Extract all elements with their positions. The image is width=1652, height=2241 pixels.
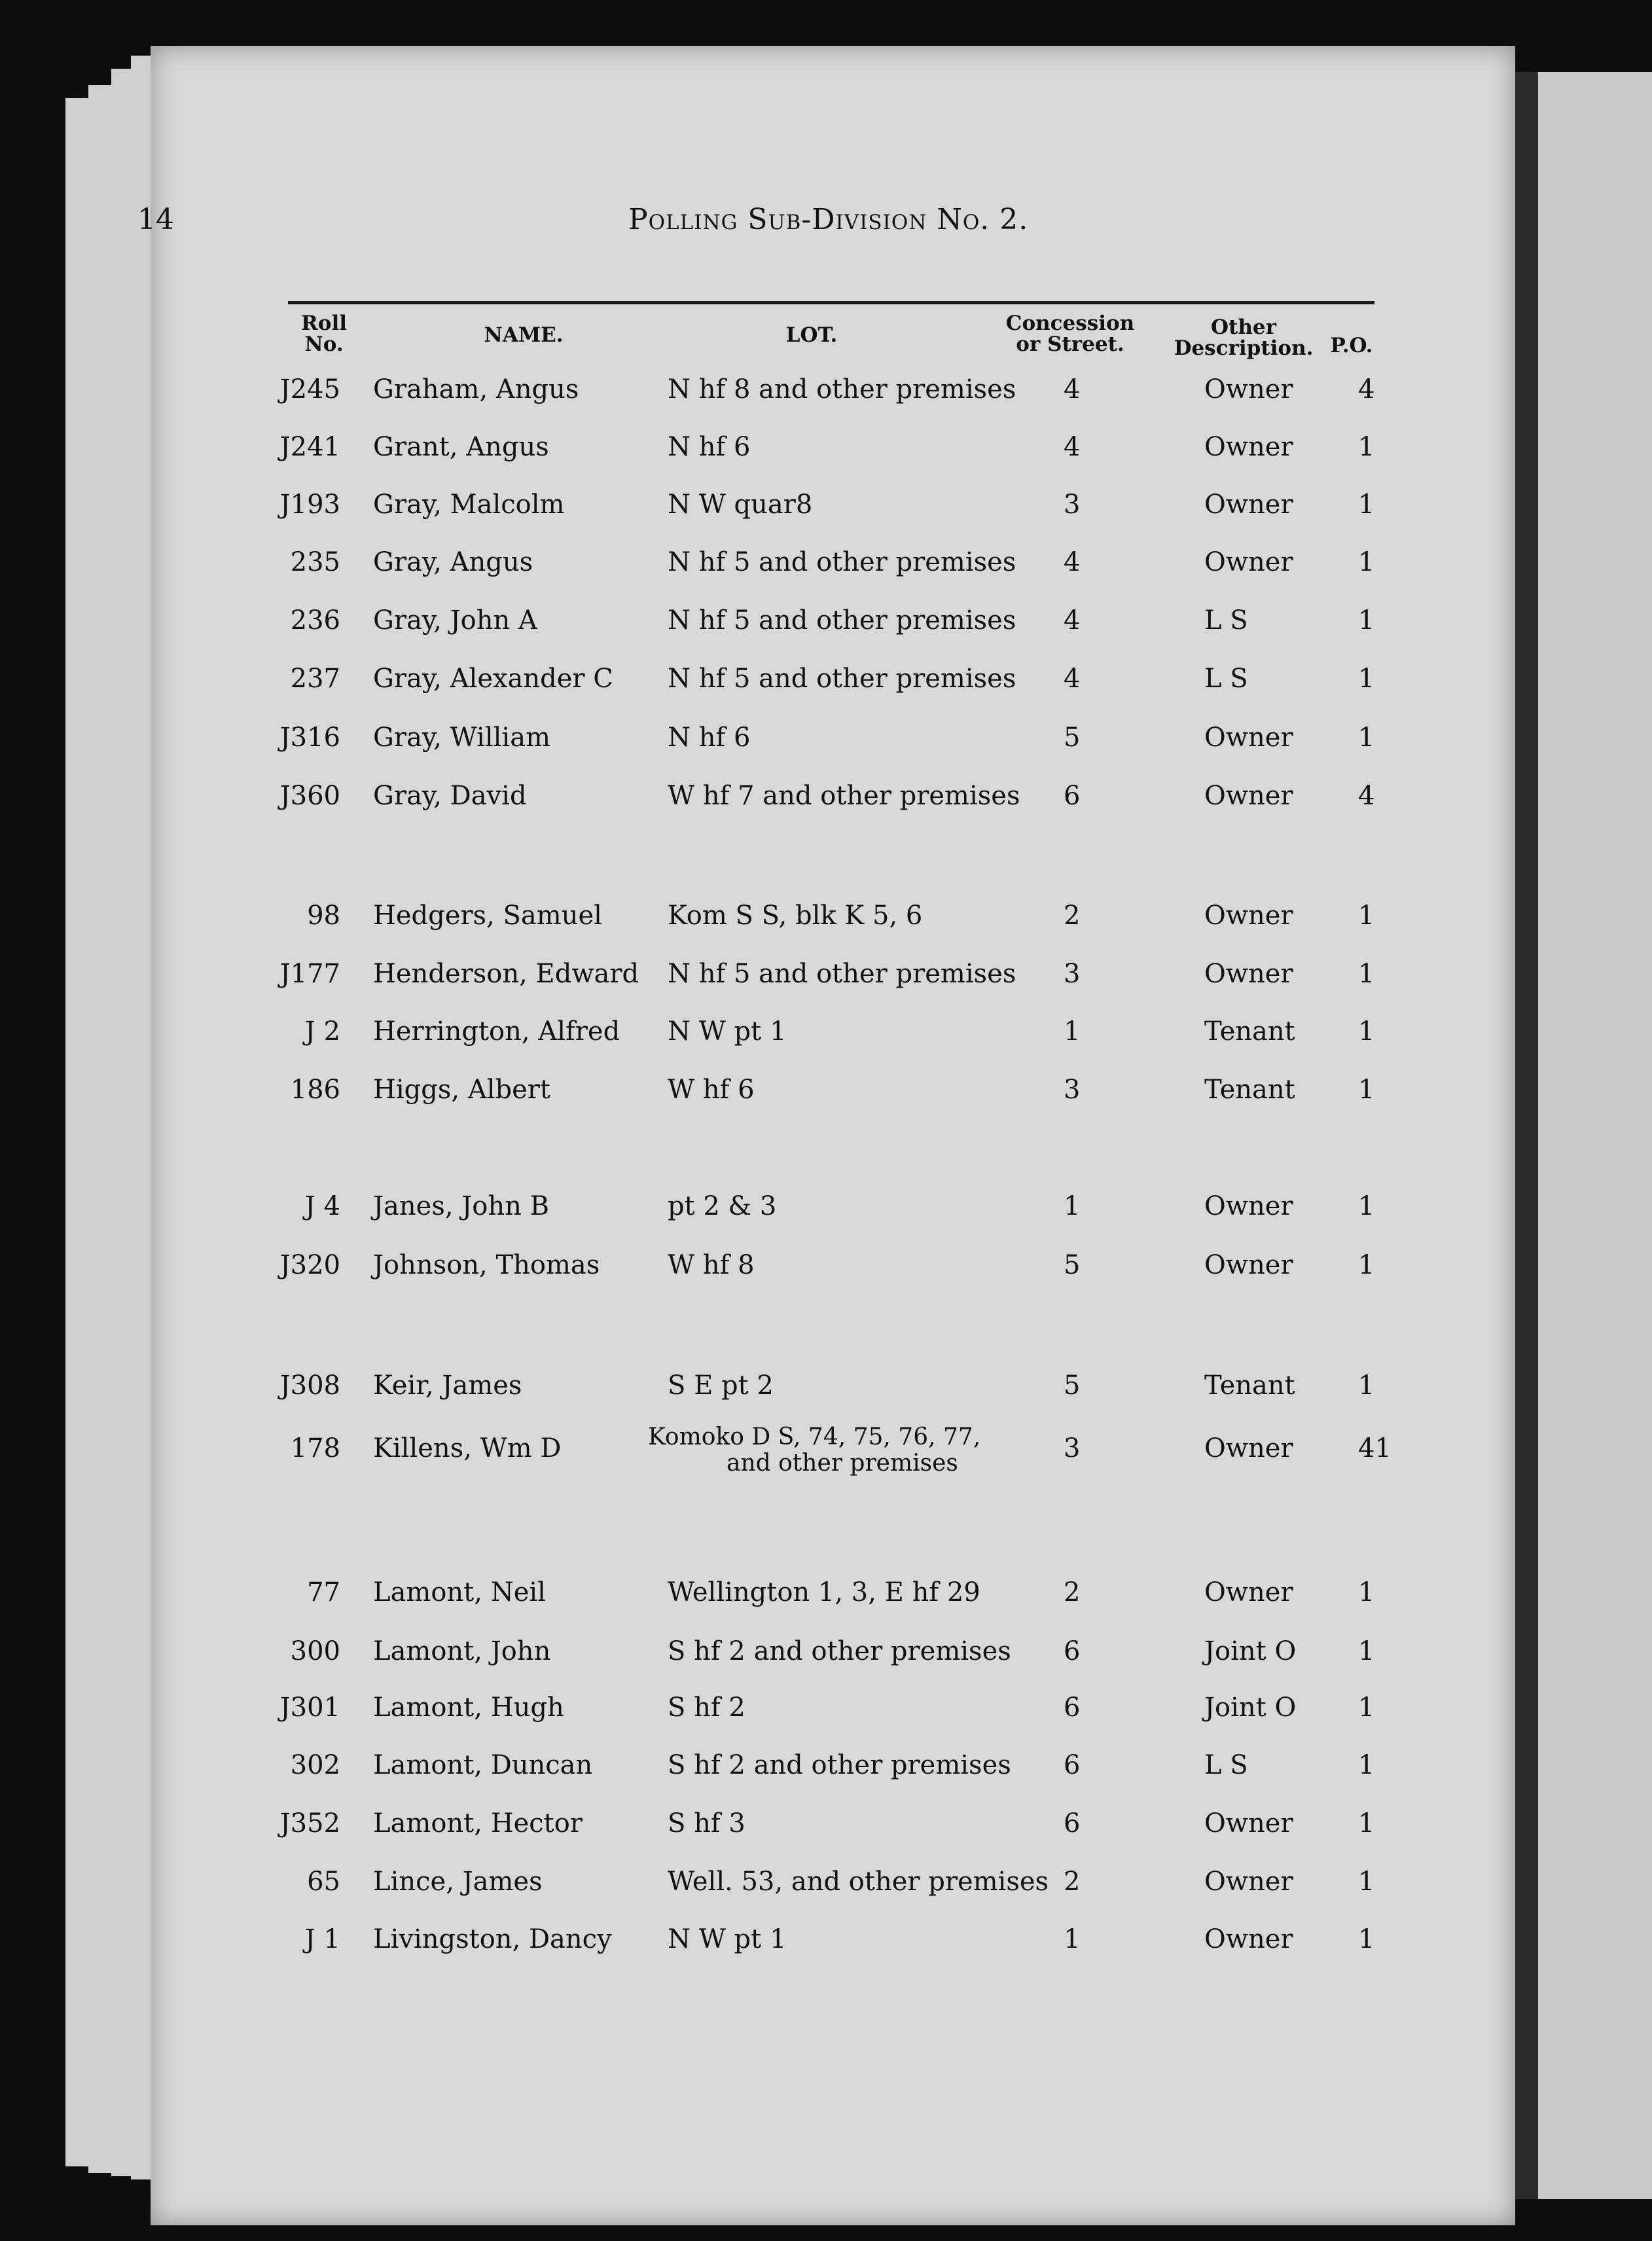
lot-description-line2: and other premises	[727, 1450, 958, 1477]
concession-number: 4	[1064, 432, 1081, 462]
voter-name: Janes, John B	[373, 1191, 550, 1221]
post-office: 41	[1358, 1433, 1392, 1463]
post-office: 1	[1358, 1577, 1375, 1607]
lot-description: S hf 2 and other premises	[668, 1636, 1011, 1666]
column-header-other-description: Other Description.	[1174, 315, 1314, 360]
table-row	[0, 1577, 1440, 1617]
roll-number: J 1	[304, 1924, 340, 1954]
concession-number: 6	[1064, 1808, 1081, 1838]
concession-number: 6	[1064, 1750, 1081, 1780]
post-office: 1	[1358, 432, 1375, 462]
post-office: 1	[1358, 959, 1375, 989]
roll-number: J245	[279, 374, 340, 404]
voter-name: Gray, Malcolm	[373, 490, 565, 520]
other-description: Owner	[1204, 374, 1293, 404]
voter-name: Lince, James	[373, 1867, 543, 1897]
column-header-concession: Concession or Street.	[1005, 312, 1135, 356]
table-row	[0, 1016, 1440, 1056]
concession-number: 6	[1064, 781, 1081, 811]
concession-number: 4	[1064, 374, 1081, 404]
post-office: 1	[1358, 1636, 1375, 1666]
roll-number: 302	[290, 1750, 340, 1780]
table-row	[0, 1250, 1440, 1289]
concession-number: 2	[1064, 1867, 1081, 1897]
voter-name: Gray, Alexander C	[373, 664, 613, 694]
lot-description: Kom S S, blk K 5, 6	[668, 901, 923, 931]
roll-number: 237	[290, 664, 340, 694]
table-row	[0, 664, 1440, 703]
post-office: 1	[1358, 490, 1375, 520]
concession-number: 5	[1064, 1371, 1081, 1401]
lot-description: W hf 8	[668, 1250, 755, 1280]
voter-name: Lamont, John	[373, 1636, 551, 1666]
table-row	[0, 1191, 1440, 1230]
table-row	[0, 490, 1440, 529]
other-description: L S	[1204, 605, 1248, 636]
table-row	[0, 374, 1440, 414]
roll-number: J 2	[304, 1016, 340, 1047]
concession-number: 3	[1064, 1433, 1081, 1463]
table-row	[0, 1750, 1440, 1789]
post-office: 1	[1358, 1075, 1375, 1105]
roll-number: J177	[279, 959, 340, 989]
voter-name: Lamont, Neil	[373, 1577, 546, 1607]
roll-number: 186	[290, 1075, 340, 1105]
table-row	[0, 605, 1440, 645]
voter-name: Killens, Wm D	[373, 1433, 562, 1463]
table-row	[0, 1867, 1440, 1906]
lot-description: N hf 5 and other premises	[668, 605, 1016, 636]
post-office: 1	[1358, 664, 1375, 694]
lot-description: N hf 5 and other premises	[668, 547, 1016, 577]
other-description: Owner	[1204, 1924, 1293, 1954]
voter-name: Lamont, Duncan	[373, 1750, 593, 1780]
lot-description: pt 2 & 3	[668, 1191, 777, 1221]
concession-number: 1	[1064, 1924, 1081, 1954]
other-description: Owner	[1204, 1577, 1293, 1607]
lot-description-multiline	[648, 1424, 980, 1477]
post-office: 1	[1358, 605, 1375, 636]
voter-name: Gray, David	[373, 781, 527, 811]
roll-number: J360	[279, 781, 340, 811]
other-description: Owner	[1204, 1808, 1293, 1838]
roll-number: J316	[279, 723, 340, 753]
roll-number: 77	[307, 1577, 340, 1607]
lot-description: N hf 6	[668, 432, 751, 462]
lot-description: W hf 7 and other premises	[668, 781, 1020, 811]
column-header-roll: Roll No.	[301, 312, 347, 356]
other-description: Owner	[1204, 1250, 1293, 1280]
lot-description: S hf 2 and other premises	[668, 1750, 1011, 1780]
lot-description: N W pt 1	[668, 1016, 787, 1047]
post-office: 1	[1358, 1750, 1375, 1780]
table-row	[0, 1808, 1440, 1848]
roll-number: J 4	[304, 1191, 340, 1221]
roll-number: J320	[279, 1250, 340, 1280]
concession-number: 1	[1064, 1016, 1081, 1047]
post-office: 1	[1358, 723, 1375, 753]
post-office: 1	[1358, 1808, 1375, 1838]
roll-number: J352	[279, 1808, 340, 1838]
post-office: 1	[1358, 1924, 1375, 1954]
post-office: 1	[1358, 1250, 1375, 1280]
concession-number: 3	[1064, 1075, 1081, 1105]
voter-name: Gray, William	[373, 723, 550, 753]
lot-description: Well. 53, and other premises	[668, 1867, 1049, 1897]
other-description: Owner	[1204, 901, 1293, 931]
lot-description: N hf 5 and other premises	[668, 664, 1016, 694]
other-description: L S	[1204, 1750, 1248, 1780]
running-head: Polling Sub-Division No. 2.	[628, 203, 1029, 236]
voter-name: Graham, Angus	[373, 374, 579, 404]
voter-name: Higgs, Albert	[373, 1075, 550, 1105]
table-row	[0, 1693, 1440, 1732]
voter-name: Grant, Angus	[373, 432, 549, 462]
post-office: 1	[1358, 1867, 1375, 1897]
voter-name: Lamont, Hugh	[373, 1693, 564, 1723]
roll-number: 300	[290, 1636, 340, 1666]
post-office: 4	[1358, 374, 1375, 404]
table-row	[0, 1424, 1440, 1477]
lot-description: N hf 5 and other premises	[668, 959, 1016, 989]
other-description: Owner	[1204, 723, 1293, 753]
table-row	[0, 781, 1440, 820]
voter-name: Henderson, Edward	[373, 959, 639, 989]
post-office: 1	[1358, 1371, 1375, 1401]
voter-name: Keir, James	[373, 1371, 522, 1401]
lot-description: Komoko D S, 74, 75, 76, 77,	[648, 1424, 981, 1450]
table-row	[0, 723, 1440, 762]
other-description: L S	[1204, 664, 1248, 694]
other-description: Joint O	[1204, 1693, 1297, 1723]
table-row	[0, 432, 1440, 471]
column-header-po: P.O.	[1330, 334, 1373, 357]
voter-name: Johnson, Thomas	[373, 1250, 600, 1280]
concession-number: 5	[1064, 1250, 1081, 1280]
concession-number: 4	[1064, 547, 1081, 577]
facing-page-edge	[1538, 72, 1652, 2199]
other-description: Joint O	[1204, 1636, 1297, 1666]
lot-description: S hf 2	[668, 1693, 745, 1723]
roll-number: J241	[279, 432, 340, 462]
voter-name: Gray, Angus	[373, 547, 533, 577]
lot-description: N hf 8 and other premises	[668, 374, 1016, 404]
roll-number: 65	[307, 1867, 340, 1897]
concession-number: 5	[1064, 723, 1081, 753]
post-office: 1	[1358, 1016, 1375, 1047]
lot-description: N hf 6	[668, 723, 751, 753]
other-description: Owner	[1204, 1867, 1293, 1897]
voter-name: Gray, John A	[373, 605, 537, 636]
other-description: Owner	[1204, 1433, 1293, 1463]
voter-name: Hedgers, Samuel	[373, 901, 602, 931]
voter-name: Herrington, Alfred	[373, 1016, 620, 1047]
roll-number: 98	[307, 901, 340, 931]
concession-number: 2	[1064, 1577, 1081, 1607]
table-row	[0, 959, 1440, 998]
table-row	[0, 1075, 1440, 1114]
concession-number: 6	[1064, 1636, 1081, 1666]
table-row	[0, 1371, 1440, 1410]
column-header-name: NAME.	[484, 323, 564, 347]
roll-number: 178	[290, 1433, 340, 1463]
lot-description: N W pt 1	[668, 1924, 787, 1954]
header-rule	[288, 301, 1374, 304]
post-office: 1	[1358, 901, 1375, 931]
roll-number: J301	[279, 1693, 340, 1723]
voter-name: Lamont, Hector	[373, 1808, 583, 1838]
table-row	[0, 1924, 1440, 1963]
concession-number: 4	[1064, 605, 1081, 636]
other-description: Owner	[1204, 959, 1293, 989]
table-row	[0, 547, 1440, 586]
roll-number: 236	[290, 605, 340, 636]
post-office: 4	[1358, 781, 1375, 811]
lot-description: S E pt 2	[668, 1371, 774, 1401]
concession-number: 3	[1064, 490, 1081, 520]
voter-name: Livingston, Dancy	[373, 1924, 612, 1954]
lot-description: Wellington 1, 3, E hf 29	[668, 1577, 980, 1607]
concession-number: 1	[1064, 1191, 1081, 1221]
lot-description: W hf 6	[668, 1075, 755, 1105]
other-description: Owner	[1204, 432, 1293, 462]
other-description: Owner	[1204, 490, 1293, 520]
concession-number: 6	[1064, 1693, 1081, 1723]
table-row	[0, 1636, 1440, 1676]
roll-number: J193	[279, 490, 340, 520]
other-description: Owner	[1204, 781, 1293, 811]
concession-number: 2	[1064, 901, 1081, 931]
post-office: 1	[1358, 1191, 1375, 1221]
other-description: Tenant	[1204, 1371, 1295, 1401]
lot-description: N W quar8	[668, 490, 813, 520]
post-office: 1	[1358, 547, 1375, 577]
post-office: 1	[1358, 1693, 1375, 1723]
concession-number: 4	[1064, 664, 1081, 694]
other-description: Tenant	[1204, 1075, 1295, 1105]
other-description: Tenant	[1204, 1016, 1295, 1047]
lot-description: S hf 3	[668, 1808, 745, 1838]
roll-number: 235	[290, 547, 340, 577]
column-header-lot: LOT.	[785, 323, 838, 347]
table-row	[0, 901, 1440, 940]
roll-number: J308	[279, 1371, 340, 1401]
page-number: 14	[137, 203, 174, 236]
concession-number: 3	[1064, 959, 1081, 989]
other-description: Owner	[1204, 1191, 1293, 1221]
other-description: Owner	[1204, 547, 1293, 577]
